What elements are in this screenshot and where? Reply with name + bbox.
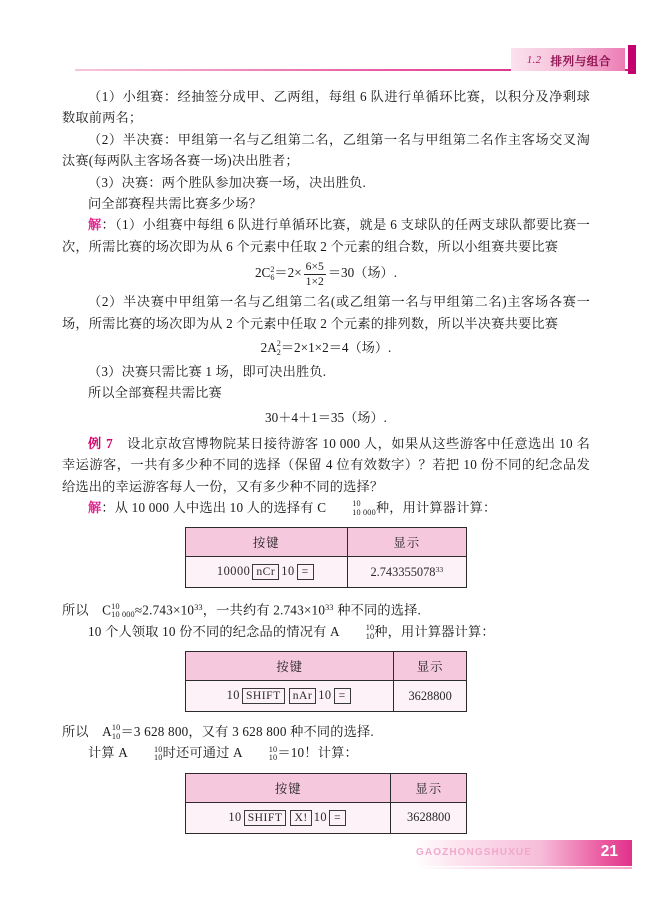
header-section-tab bbox=[511, 48, 625, 71]
table1-key-2: 10 bbox=[281, 564, 295, 579]
eq2-lead: 2A bbox=[260, 339, 277, 355]
table1-key-equals[interactable]: = bbox=[297, 564, 314, 580]
after-table1-post: ≈2.743×10 bbox=[134, 602, 195, 618]
before-table3-mid: 时还可通过 A bbox=[162, 745, 243, 761]
example-paragraph bbox=[62, 433, 590, 497]
equation-3: 30＋4＋1＝35（场）. bbox=[265, 409, 387, 425]
example-solution-post: 种，用计算器计算： bbox=[375, 500, 497, 515]
after-table1-exp2: 33 bbox=[325, 603, 334, 613]
list-item-1: （1）小组赛：经抽签分成甲、乙两组，每组 6 队进行单循环比赛，以积分及净剩球数取前两名； bbox=[62, 89, 590, 126]
table1-display-mantissa: 2.743355078 bbox=[370, 564, 436, 579]
arrangement-supsub-3: 10 10 bbox=[154, 744, 163, 763]
column-header-keys: 按键 bbox=[186, 528, 348, 557]
example-solution-line bbox=[62, 497, 590, 518]
table-row bbox=[186, 557, 467, 588]
calculator-table-3 bbox=[185, 773, 467, 834]
table3-display-cell: 3628800 bbox=[391, 802, 467, 833]
table1-display-cell bbox=[347, 557, 466, 588]
problem-question: 问全部赛程共需比赛多少场？ bbox=[88, 196, 263, 212]
example-solution-pre: ：从 10 000 人中选出 10 人的选择有 C bbox=[101, 500, 327, 515]
header-accent-bar bbox=[628, 45, 636, 74]
combination-supsub-2: 10 10 000 bbox=[111, 601, 135, 620]
after-table1-paragraph bbox=[62, 597, 590, 621]
table3-key-3: 10 bbox=[313, 809, 328, 824]
after-table1-pre: 所以 C bbox=[62, 602, 112, 618]
table3-key-factorial[interactable]: X! bbox=[290, 810, 311, 826]
column-header-display: 显示 bbox=[391, 773, 467, 802]
solution-label: 解 bbox=[88, 217, 102, 233]
calculator-table-2 bbox=[185, 651, 467, 712]
calculator-table-1 bbox=[185, 527, 467, 588]
table2-key-shift[interactable]: SHIFT bbox=[242, 688, 285, 704]
eq1-eq: ＝2× bbox=[274, 265, 302, 281]
list-item-3: （3）决赛：两个胜队参加决赛一场，决出胜负. bbox=[88, 174, 367, 190]
after-table2-paragraph bbox=[62, 721, 590, 742]
after-table1-exp: 33 bbox=[194, 603, 203, 613]
eq1-tail: ＝30（场）. bbox=[327, 265, 398, 281]
table3-key-equals[interactable]: = bbox=[329, 810, 346, 826]
footer-underline bbox=[414, 867, 632, 869]
after-table2-pre: 所以 A bbox=[62, 724, 112, 740]
example-tag: 例 7 bbox=[88, 435, 114, 451]
page-number: 21 bbox=[600, 843, 618, 860]
before-table2-paragraph bbox=[62, 621, 590, 642]
table1-key-0: 10000 bbox=[216, 564, 251, 579]
arrangement-supsub-2: 10 10 bbox=[111, 723, 121, 741]
table-row bbox=[186, 681, 467, 712]
table3-key-shift[interactable]: SHIFT bbox=[244, 810, 287, 826]
example-solution-label: 解 bbox=[88, 500, 102, 515]
table3-keys-cell bbox=[186, 802, 391, 833]
before-table3-post: ＝10！计算： bbox=[277, 745, 358, 761]
column-header-keys: 按键 bbox=[186, 773, 391, 802]
equation-2 bbox=[62, 337, 590, 358]
table2-keys-cell bbox=[186, 681, 394, 712]
table1-display-exponent: 33 bbox=[435, 564, 444, 574]
table3-key-0: 10 bbox=[228, 809, 242, 824]
after-table2-post: ＝3 628 800，又有 3 628 800 种不同的选择. bbox=[120, 724, 374, 740]
column-header-display: 显示 bbox=[394, 652, 467, 681]
solution-paragraph-4: 所以全部赛程共需比赛 bbox=[88, 385, 222, 401]
solution-paragraph-2: （2）半决赛中甲组第一名与乙组第二名(或乙组第一名与甲组第二名)主客场各赛一场，所需比赛的场次即为从 2 个元素中任取 2 个元素的排列数，所以半决赛共要比赛 bbox=[62, 294, 590, 331]
page-content bbox=[62, 86, 590, 843]
column-header-keys: 按键 bbox=[186, 652, 394, 681]
eq2-supsub: 2 2 bbox=[276, 339, 281, 357]
page-footer bbox=[0, 840, 650, 874]
table2-key-nar[interactable]: nAr bbox=[289, 688, 317, 704]
table1-keys-cell bbox=[186, 557, 348, 588]
table-header-row bbox=[186, 652, 467, 681]
page-header bbox=[0, 0, 650, 82]
table-row bbox=[186, 802, 467, 833]
arrangement-supsub-4: 10 10 bbox=[268, 744, 278, 763]
after-table1-tail: ，一共约有 2.743×10 bbox=[202, 602, 326, 618]
before-table2-post: 种，用计算器计算： bbox=[374, 623, 495, 639]
before-table3-paragraph bbox=[62, 742, 590, 763]
table1-key-ncr[interactable]: nCr bbox=[252, 564, 279, 580]
eq1-lead: 2C bbox=[254, 265, 271, 281]
equation-1 bbox=[62, 260, 590, 288]
before-table2-pre: 10 个人领取 10 份不同的纪念品的情况有 A bbox=[88, 623, 340, 639]
table-header-row bbox=[186, 528, 467, 557]
eq1-fraction: $\frac{6\times 5}{1\times 2}$ bbox=[305, 260, 324, 288]
eq1-supsub: 2 6 bbox=[270, 264, 275, 282]
header-section-number: 1.2 bbox=[526, 55, 542, 66]
table2-key-3: 10 bbox=[318, 688, 332, 703]
table2-key-0: 10 bbox=[226, 688, 240, 703]
footer-brand: GAOZHONGSHUXUE bbox=[416, 847, 532, 858]
table2-key-equals[interactable]: = bbox=[334, 688, 351, 704]
after-table1-tail2: 种不同的选择. bbox=[333, 602, 422, 618]
example-text: 设北京故宫博物院某日接待游客 10 000 人，如果从这些游客中任意选出 10 名幸运游客，一共有多少种不同的选择（保留 4 位有效数字）？若把 10 份不同的纪念品发给选出的幸运游客每人一份，又有多少种不同的选择？ bbox=[62, 435, 591, 494]
arrangement-supsub-1: 10 10 bbox=[365, 623, 375, 641]
combination-supsub-1: 10 10 000 bbox=[352, 499, 376, 517]
solution-paragraph-3: （3）决赛只需比赛 1 场，即可决出胜负. bbox=[88, 363, 327, 379]
solution-paragraph-1 bbox=[62, 214, 590, 257]
table2-display-cell: 3628800 bbox=[394, 681, 467, 712]
list-item-2: （2）半决赛：甲组第一名与乙组第二名，乙组第一名与甲组第二名作主客场交叉淘汰赛(每两队主客场各赛一场)决出胜者； bbox=[62, 131, 590, 169]
column-header-display: 显示 bbox=[347, 528, 466, 557]
header-section-title: 排列与组合 bbox=[550, 55, 611, 68]
eq2-tail: ＝2×1×2＝4（场）. bbox=[280, 339, 392, 355]
before-table3-pre: 计算 A bbox=[88, 745, 128, 761]
solution-text-1: ：（1）小组赛中每组 6 队进行单循环比赛，就是 6 支球队的任两支球队都要比赛一次，所需比赛的场次即为从 6 个元素中任取 2 个元素的组合数，所以小组赛共要比赛 bbox=[62, 217, 590, 254]
table-header-row bbox=[186, 773, 467, 802]
